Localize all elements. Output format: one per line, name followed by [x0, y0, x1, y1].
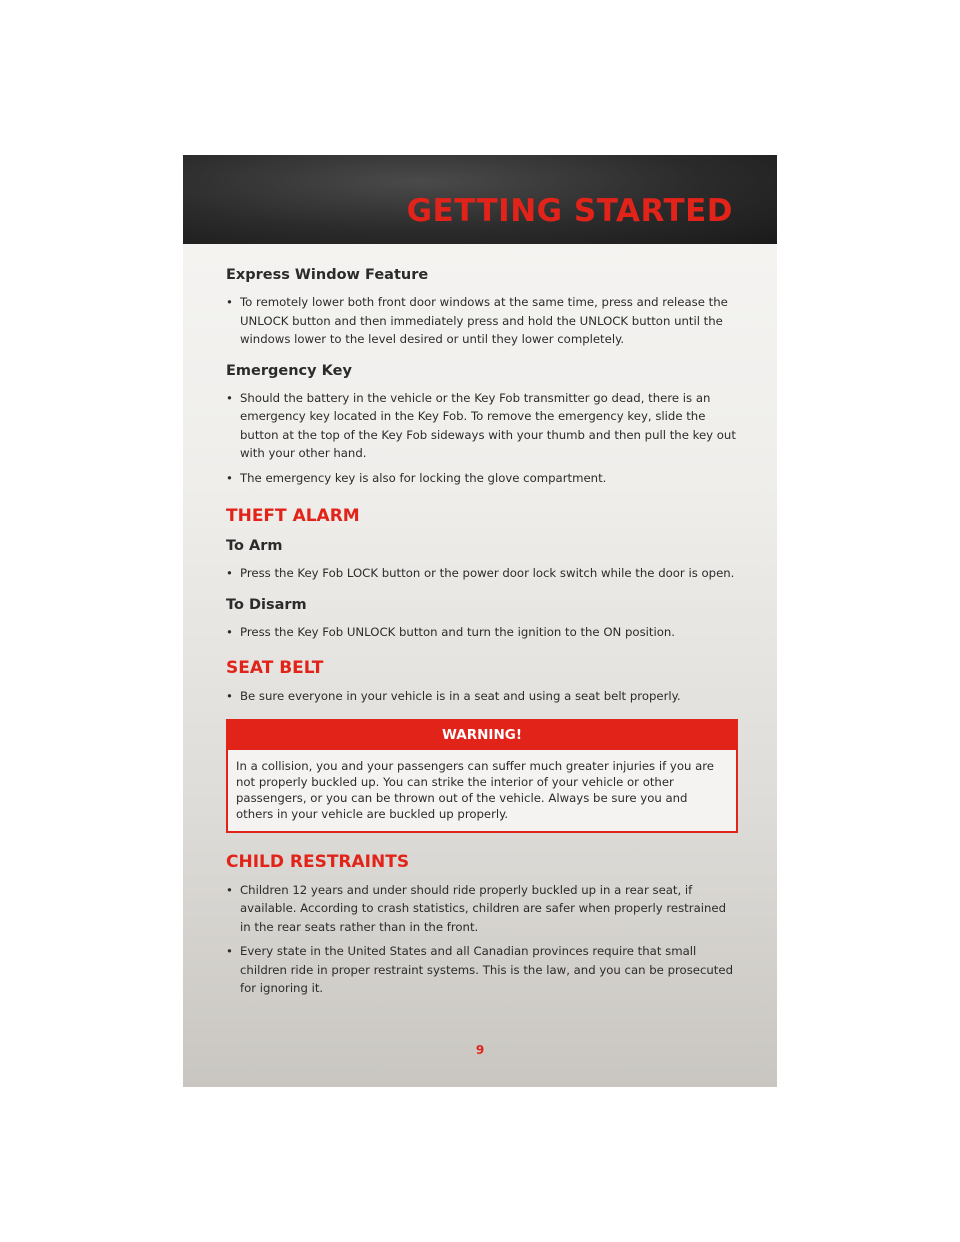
bullet-dot: •	[226, 295, 233, 309]
page-number: 9	[475, 1043, 485, 1057]
bullet-dot: •	[226, 566, 233, 580]
list-item	[226, 564, 736, 583]
to-arm-heading: To Arm	[226, 538, 283, 554]
bullet-dot: •	[226, 689, 233, 703]
child-restraints-bullet-text: Children 12 years and under should ride properly buckled up in a rear seat, if available. According to crash statistics, children are safer when properly restrained in the rear seats rather than in the front.	[240, 882, 726, 934]
list-item	[226, 293, 736, 349]
emergency-key-heading: Emergency Key	[226, 362, 352, 379]
list-item	[226, 389, 736, 463]
bullet-dot: •	[226, 624, 233, 639]
seat-belt-heading: SEAT BELT	[226, 658, 324, 678]
to-disarm-bullet-text: Press the Key Fob UNLOCK button and turn the ignition to the ON position.	[240, 624, 676, 639]
express-window-bullet-text: To remotely lower both front door windows at the same time, press and release the UNLOCK button and then immediately press and hold the UNLOCK button until the windows lower to the level desired or until they lower completely.	[240, 295, 728, 346]
warning-box	[226, 719, 738, 833]
list-item	[226, 881, 736, 937]
bullet-dot: •	[226, 944, 233, 958]
bullet-dot: •	[226, 470, 233, 485]
warning-title: WARNING!	[228, 721, 736, 750]
theft-alarm-heading: THEFT ALARM	[226, 506, 360, 526]
section-title: GETTING STARTED	[406, 193, 733, 229]
list-item	[226, 623, 736, 642]
express-window-heading: Express Window Feature	[226, 267, 429, 283]
bullet-dot: •	[226, 882, 233, 897]
emergency-key-bullet-text: Should the battery in the vehicle or the Key Fob transmitter go dead, there is an emergency key located in the Key Fob. To remove the emergency key, slide the button at the top of the Key Fob sideways with your thumb and then pull the key out with your other hand.	[240, 390, 736, 460]
to-arm-bullet-text: Press the Key Fob LOCK button or the power door lock switch while the door is open.	[240, 566, 735, 580]
manual-page	[183, 155, 777, 1087]
section-header	[183, 155, 777, 244]
seat-belt-bullet-text: Be sure everyone in your vehicle is in a seat and using a seat belt properly.	[240, 689, 681, 703]
list-item	[226, 942, 736, 998]
warning-text: In a collision, you and your passengers can suffer much greater injuries if you are not properly buckled up. You can strike the interior of your vehicle or other passengers, or you can be thrown out of the vehicle. Always be sure you and others in your vehicle are buckled up properly.	[236, 758, 714, 821]
page-content	[226, 265, 736, 998]
list-item	[226, 469, 736, 488]
child-restraints-heading: CHILD RESTRAINTS	[226, 851, 410, 872]
to-disarm-heading: To Disarm	[226, 596, 307, 613]
bullet-dot: •	[226, 390, 233, 405]
list-item	[226, 687, 736, 706]
emergency-key-bullet-text: The emergency key is also for locking the glove compartment.	[240, 470, 607, 485]
child-restraints-bullet-text: Every state in the United States and all Canadian provinces require that small children ride in proper restraint systems. This is the law, and you can be prosecuted for ignoring it.	[240, 944, 733, 995]
